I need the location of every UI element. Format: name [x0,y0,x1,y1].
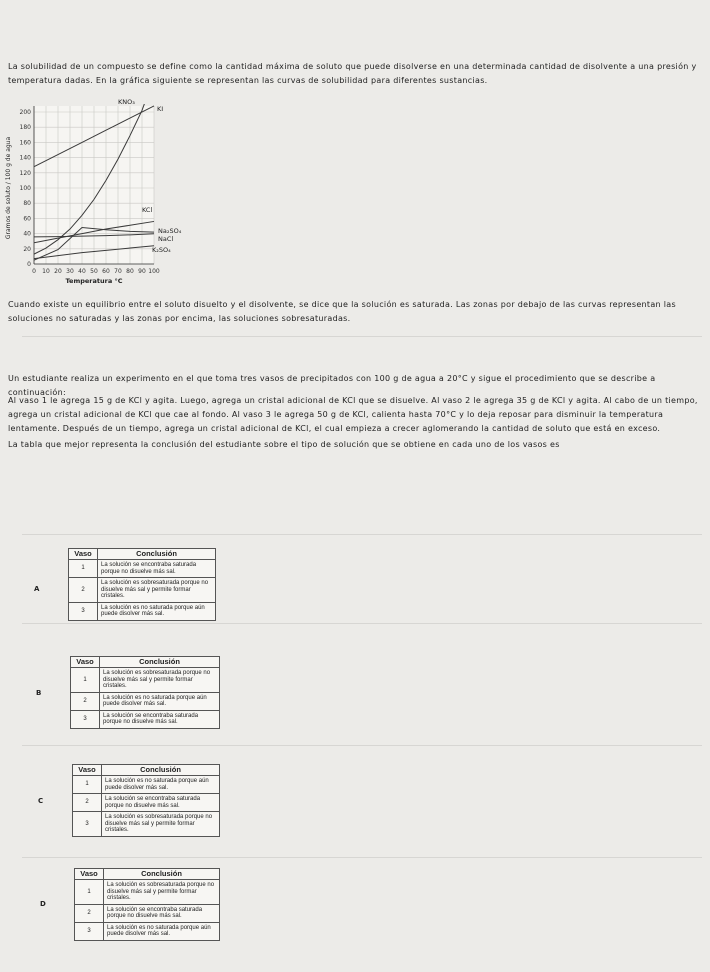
x-tick-label: 40 [78,268,86,275]
conclusion-text: La solución es no saturada porque aún puede disolver más sal. [98,602,216,620]
conclusion-text: La solución es sobresaturada porque no disuelve más sal y permite formar cristales. [100,668,220,693]
table-row [73,776,220,794]
vaso-number: 1 [75,880,104,905]
vaso-number: 2 [73,794,102,812]
table-row [73,812,220,837]
x-tick-label: 70 [114,268,122,275]
procedure-paragraph: Al vaso 1 le agrega 15 g de KCl y agita. Luego, agrega un cristal adicional de KCl que se disuelve. Al vaso 2 le agrega 35 g de KCl y agita. Al cabo de un tiempo, agrega un cristal adicional de KCl que cae al fondo. Al vaso 3 le agrega 50 g de KCl, calienta hasta 70°C y lo deja reposar para disminuir la temperatura lentamente. Después de un tiempo, agrega un cristal adicional de KCl, el cual empieza a crecer aglomerando la cantidad de soluto que está en exceso. [8,396,698,433]
table-row [75,880,220,905]
x-tick-label: 20 [54,268,62,275]
header-conclusion: Conclusión [100,657,220,668]
table-row [73,794,220,812]
y-tick-label: 120 [19,169,31,177]
table-row [69,578,216,603]
header-vaso: Vaso [73,765,102,776]
option-d-label[interactable]: D [40,900,46,908]
y-tick-label: 100 [19,185,31,192]
experiment-paragraph: Un estudiante realiza un experimento en el que toma tres vasos de precipitados con 100 g de agua a 20°C y sigue el procedimiento que se describe a continuación: [8,374,656,397]
header-vaso: Vaso [71,657,100,668]
vaso-number: 3 [73,812,102,837]
y-tick-label: 140 [19,154,31,162]
vaso-number: 3 [71,710,100,728]
conclusion-text: La solución se encontraba saturada porque no disuelve más sal. [98,560,216,578]
series-label-na2so4: Na₂SO₄ [158,227,182,235]
header-vaso: Vaso [75,869,104,880]
option-b-label[interactable]: B [36,689,42,697]
y-tick-label: 0 [27,261,31,268]
y-tick-label: 160 [19,139,31,147]
y-tick-label: 40 [23,230,31,238]
conclusion-text: La solución se encontraba saturada porque no disuelve más sal. [100,710,220,728]
option-a-label[interactable]: A [34,585,40,593]
conclusion-text: La solución es sobresaturada porque no disuelve más sal y permite formar cristales. [104,880,220,905]
option-d-table[interactable] [74,868,220,941]
x-tick-label: 90 [138,268,146,275]
option-c-label[interactable]: C [38,797,44,805]
solubility-chart [0,94,260,290]
header-vaso: Vaso [69,549,98,560]
divider [22,745,702,746]
option-a-table[interactable] [68,548,216,621]
vaso-number: 3 [75,922,104,940]
question-paragraph: La tabla que mejor representa la conclusión del estudiante sobre el tipo de solución que se obtiene en cada uno de los vasos es [8,440,560,449]
option-b-table[interactable] [70,656,220,729]
y-tick-label: 20 [23,245,31,253]
table-row [69,560,216,578]
table-row [71,668,220,693]
conclusion-text: La solución es no saturada porque aún puede disolver más sal. [104,922,220,940]
table-row [71,710,220,728]
conclusion-text: La solución es no saturada porque aún puede disolver más sal. [100,692,220,710]
header-conclusion: Conclusión [102,765,220,776]
divider [22,336,702,337]
y-tick-label: 180 [19,124,31,132]
conclusion-text: La solución se encontraba saturada porque no disuelve más sal. [102,794,220,812]
divider [22,534,702,535]
conclusion-text: La solución es sobresaturada porque no disuelve más sal y permite formar cristales. [102,812,220,837]
x-tick-label: 100 [148,268,160,275]
vaso-number: 2 [75,904,104,922]
x-tick-label: 30 [66,268,74,275]
table-row [71,692,220,710]
table-row [75,904,220,922]
table-row [69,602,216,620]
series-label-k2so4: K₂SO₄ [152,246,171,254]
x-tick-label: 80 [126,268,134,275]
divider [22,857,702,858]
y-tick-label: 60 [23,215,31,223]
divider [22,623,702,624]
table-row [75,922,220,940]
series-label-kcl: KCl [142,206,153,214]
x-tick-label: 60 [102,268,110,275]
option-c-table[interactable] [72,764,220,837]
y-axis-title: Gramos de soluto / 100 g de agua [5,136,12,240]
x-axis-title: Temperatura °C [65,277,123,285]
vaso-number: 1 [69,560,98,578]
y-tick-label: 200 [19,109,31,116]
vaso-number: 3 [69,602,98,620]
conclusion-text: La solución es no saturada porque aún puede disolver más sal. [102,776,220,794]
conclusion-text: La solución se encontraba saturada porque no disuelve más sal. [104,904,220,922]
vaso-number: 1 [71,668,100,693]
intro-paragraph: La solubilidad de un compuesto se define como la cantidad máxima de soluto que puede disolverse en una determinada cantidad de disolvente a una presión y temperatura dadas. En la gráfica siguiente se representan las curvas de solubilidad para diferentes sustancias. [8,62,697,85]
series-label-kno3: KNO₃ [118,98,135,106]
series-label-ki: KI [157,105,164,113]
saturation-paragraph: Cuando existe un equilibrio entre el soluto disuelto y el disolvente, se dice que la solución es saturada. Las zonas por debajo de las curvas representan las soluciones no saturadas y las zonas por encima, las soluciones sobresaturadas. [8,300,676,323]
header-conclusion: Conclusión [104,869,220,880]
series-label-nacl: NaCl [158,235,174,243]
vaso-number: 2 [71,692,100,710]
y-tick-label: 80 [23,200,31,208]
header-conclusion: Conclusión [98,549,216,560]
x-tick-label: 10 [42,268,50,275]
vaso-number: 2 [69,578,98,603]
x-tick-label: 50 [90,268,98,275]
conclusion-text: La solución es sobresaturada porque no disuelve más sal y permite formar cristales. [98,578,216,603]
x-tick-label: 0 [32,268,36,275]
vaso-number: 1 [73,776,102,794]
